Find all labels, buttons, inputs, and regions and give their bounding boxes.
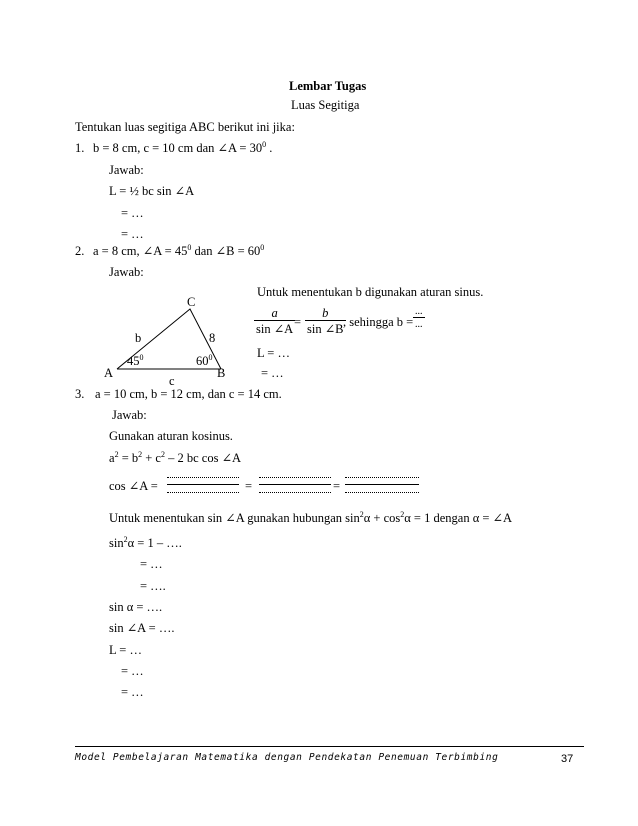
triangle-angle-a: $45^0$ (127, 352, 144, 368)
cos-equals-1: = (245, 479, 253, 493)
footer-rule (75, 746, 584, 747)
problem3-jawab: Jawab: (112, 408, 147, 422)
cos-frac3-bar (345, 484, 419, 485)
problem2-number: 2. (75, 244, 85, 258)
problem2-line1: L = … (257, 346, 290, 360)
problem1-jawab: Jawab: (109, 163, 144, 177)
triangle-side-b-label: b (135, 331, 142, 345)
cos-frac2-denominator-blank (259, 492, 331, 493)
triangle-side-a-label: 8 (209, 331, 216, 345)
sin-squared-line: $\sin^2\alpha = 1$ – …. (109, 534, 182, 550)
triangle-vertex-b: B (217, 366, 226, 380)
triangle-vertex-a: A (104, 366, 114, 380)
sin-identity-text: Untuk menentukan sin ∠A gunakan hubungan $\sin^2\alpha + \cos^2\alpha = 1$ dengan α = ∠A (109, 509, 513, 525)
instruction: Tentukan luas segitiga ABC berikut ini jika: (75, 120, 295, 134)
sehingga-text: , sehingga b = (343, 315, 414, 329)
cos-frac3-denominator-blank (345, 492, 419, 493)
problem2-line2: = … (261, 366, 284, 380)
sin-A-line: sin ∠A = …. (109, 621, 175, 635)
fraction-b-sinB: $\frac{b}{\sin \angle B}$ (307, 306, 344, 336)
cosine-formula: $a^2 = b^2 + c^2 - 2$ bc cos ∠A (109, 449, 242, 465)
cos-equals-2: = (333, 479, 341, 493)
problem2-given: a = 8 cm, ∠A = $45^0$ dan ∠B = $60^0$ (93, 242, 265, 258)
triangle-side-c-label: c (169, 374, 175, 388)
cos-frac3-numerator-blank (345, 477, 419, 478)
sin-alpha-line: sin α = …. (109, 600, 163, 614)
problem1-line2: = … (121, 206, 144, 220)
cosine-rule-text: Gunakan aturan kosinus. (109, 429, 233, 443)
page-number: 37 (561, 753, 574, 765)
triangle-angle-b: $60^0$ (196, 352, 213, 368)
cos-frac2-bar (259, 484, 331, 485)
sin-squared-step2: = …. (140, 579, 166, 593)
problem2-jawab: Jawab: (109, 265, 144, 279)
problem3-L1: L = … (109, 643, 142, 657)
cos-label: cos ∠A = (109, 479, 158, 493)
problem3-given: a = 10 cm, b = 12 cm, dan c = 14 cm. (95, 387, 282, 401)
cos-frac1-numerator-blank (167, 477, 239, 478)
equals-sign: = (294, 315, 302, 329)
fraction-a-sinA: $\frac{a}{\sin \angle A}$ (256, 306, 294, 336)
cos-frac1-bar (167, 484, 239, 485)
problem3-L3: = … (121, 685, 144, 699)
page-subtitle: Luas Segitiga (291, 98, 360, 112)
problem1-line3: = … (121, 227, 144, 241)
sin-squared-step1: = … (140, 557, 163, 571)
sinus-rule-text: Untuk menentukan b digunakan aturan sinus. (257, 285, 484, 299)
triangle-vertex-c: C (187, 295, 196, 309)
problem3-number: 3. (75, 387, 85, 401)
problem3-L2: = … (121, 664, 144, 678)
fraction-blank: ... ... (415, 306, 423, 330)
problem1-given: b = 8 cm, c = 10 cm dan ∠A = $30^0$ . (93, 139, 273, 155)
footer-text: Model Pembelajaran Matematika dengan Pendekatan Penemuan Terbimbing (75, 752, 499, 763)
problem1-number: 1. (75, 141, 85, 155)
cos-frac1-denominator-blank (167, 492, 239, 493)
page-title: Lembar Tugas (289, 79, 367, 93)
cos-frac2-numerator-blank (259, 477, 331, 478)
problem1-line1: L = ½ bc sin ∠A (109, 184, 195, 198)
